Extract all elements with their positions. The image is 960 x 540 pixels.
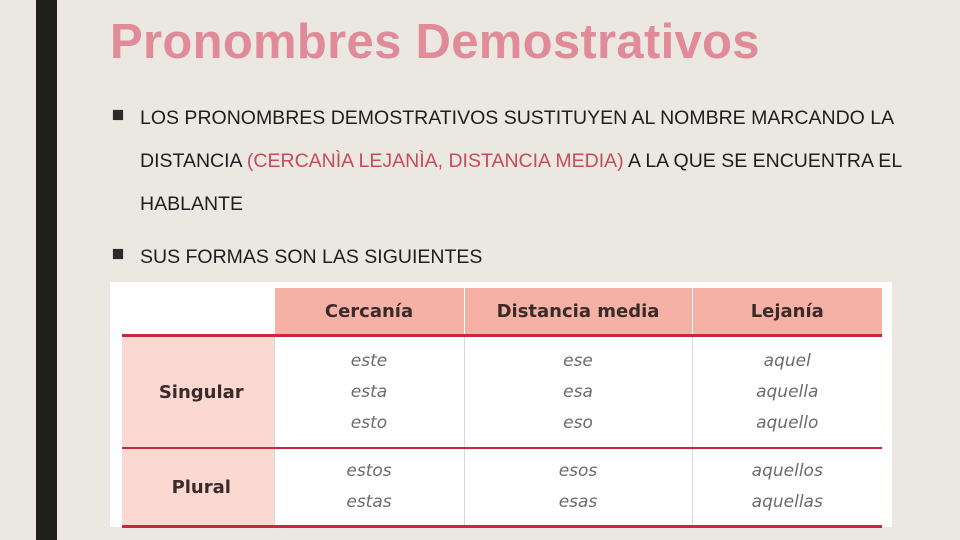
pronoun-form: este xyxy=(350,350,388,371)
pronoun-form: aquello xyxy=(756,412,819,433)
bullet-text-part: LOS PRONOMBRES DEMOSTRATIVOS SUSTITUYEN AL NOMBRE MARCANDO LA DISTANCIA xyxy=(140,107,894,172)
square-bullet-icon xyxy=(113,249,123,259)
pronoun-form: esto xyxy=(350,412,388,433)
pronoun-form: esta xyxy=(350,381,388,402)
table-row xyxy=(122,336,882,449)
pronoun-form: esas xyxy=(558,492,598,512)
bullet-item xyxy=(112,97,952,226)
table-cell xyxy=(274,336,464,449)
bullet-text-highlight: (CERCANÌA LEJANÌA, DISTANCIA MEDIA) xyxy=(246,150,624,172)
slide-title: Pronombres Demostrativos xyxy=(110,15,760,69)
square-bullet-icon xyxy=(113,110,123,120)
table-cell xyxy=(464,448,692,527)
pronoun-form: aquellos xyxy=(751,461,823,481)
table-cell xyxy=(464,336,692,449)
table-row xyxy=(122,448,882,527)
pronoun-form: ese xyxy=(563,350,593,371)
pronoun-form: aquellas xyxy=(751,492,823,512)
bullet-text-part: A LA QUE SE ENCUENTRA EL HABLANTE xyxy=(140,150,902,215)
column-header-distancia-media: Distancia media xyxy=(464,288,692,336)
table-cell xyxy=(692,336,882,449)
pronoun-form: aquella xyxy=(756,381,819,402)
table-corner-cell xyxy=(122,288,274,336)
left-accent-bar xyxy=(36,0,57,540)
pronoun-table xyxy=(122,288,882,528)
pronoun-form: estas xyxy=(346,492,392,512)
table-header-row xyxy=(122,288,882,336)
table-cell xyxy=(274,448,464,527)
pronoun-form: estos xyxy=(346,461,392,481)
bullet-list xyxy=(112,97,952,279)
pronoun-form: esa xyxy=(563,381,593,402)
table-cell xyxy=(692,448,882,527)
pronoun-form: eso xyxy=(563,412,593,433)
bullet-text: SUS FORMAS SON LAS SIGUIENTES xyxy=(140,246,483,268)
pronoun-table-image xyxy=(110,282,892,527)
column-header-cercania: Cercanía xyxy=(274,288,464,336)
bullet-item xyxy=(112,236,952,279)
row-header-singular: Singular xyxy=(122,336,274,449)
bullet-text xyxy=(140,97,952,226)
row-header-plural: Plural xyxy=(122,448,274,527)
column-header-lejania: Lejanía xyxy=(692,288,882,336)
pronoun-form: aquel xyxy=(763,350,811,371)
pronoun-form: esos xyxy=(558,461,598,481)
